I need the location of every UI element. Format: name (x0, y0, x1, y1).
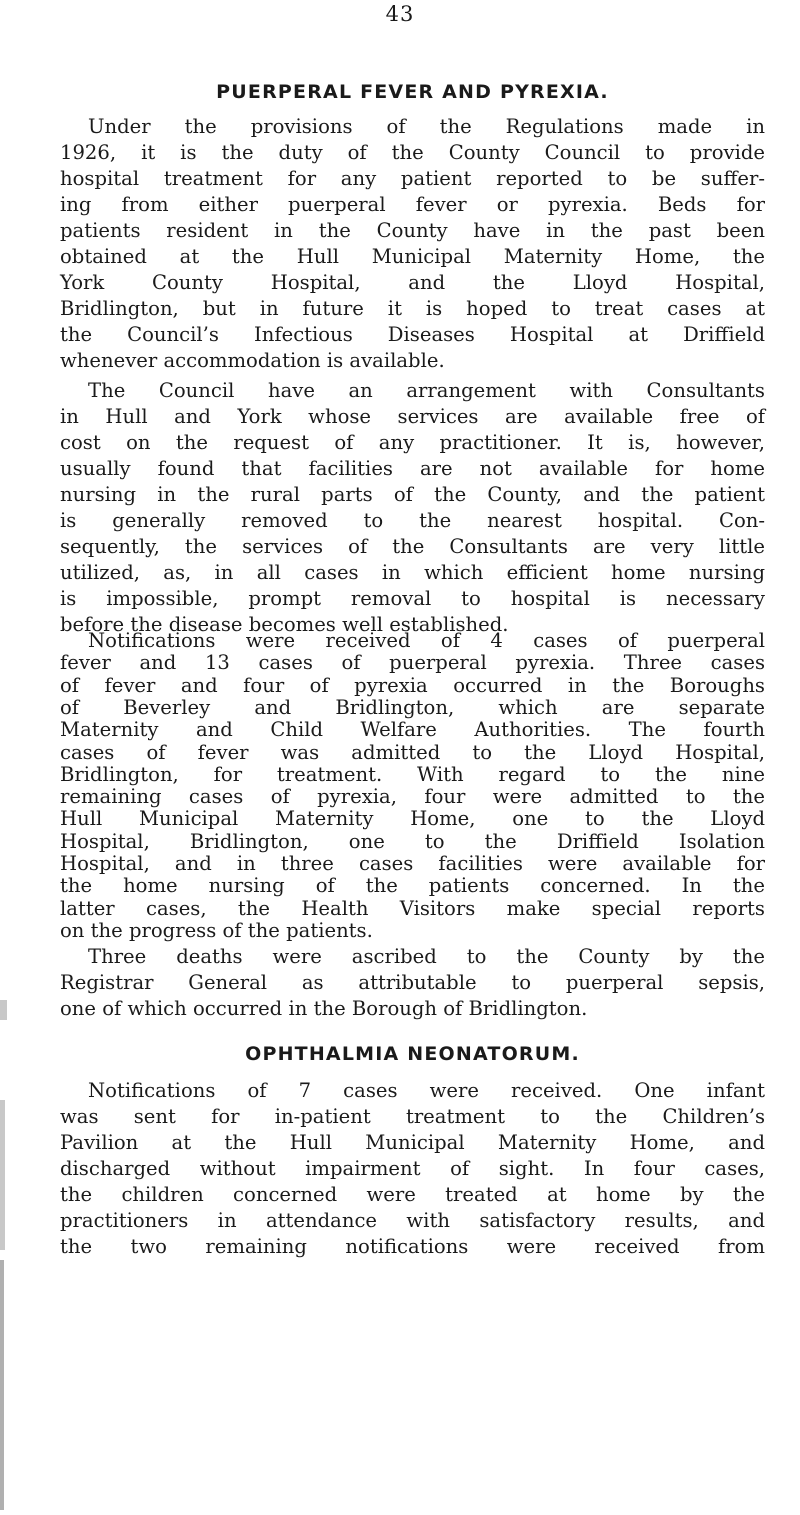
text-line: Three deaths were ascribed to the County by the (88, 945, 765, 968)
text-line: Maternity and Child Welfare Authorities. The fourth (60, 718, 765, 742)
scan-margin-shadow (0, 1260, 4, 1510)
text-line: of fever and four of pyrexia occurred in the Boroughs (60, 673, 765, 697)
text-line: fever and 13 cases of puerperal pyrexia. Three cases (60, 651, 765, 675)
text-line: cases of fever was admitted to the Lloyd Hospital, (60, 740, 765, 764)
text-line: Hospital, and in three cases facilities were available for (60, 852, 765, 875)
text-line: remaining cases of pyrexia, four were admitted to the (60, 785, 765, 809)
text-line: latter cases, the Health Visitors make special reports (60, 896, 765, 920)
section-heading-puerperal-fever: PUERPERAL FEVER AND PYREXIA. (216, 81, 609, 103)
text-line: Notifications were received of 4 cases of puerperal (88, 629, 765, 652)
text-line: practitioners in attendance with satisfactory results, and (60, 1209, 765, 1232)
text-line: obtained at the Hull Municipal Maternity Home, the (60, 245, 765, 268)
text-line: of Beverley and Bridlington, which are separate (60, 695, 765, 719)
text-line: The Council have an arrangement with Consultants (88, 379, 765, 402)
text-line: was sent for in-patient treatment to the Children’s (60, 1105, 765, 1128)
text-line: Hull Municipal Maternity Home, one to the Lloyd (60, 807, 765, 831)
text-line: sequently, the services of the Consultants are very little (60, 535, 765, 558)
text-line: discharged without impairment of sight. In four cases, (60, 1157, 765, 1180)
text-line: on the progress of the patients. (60, 918, 373, 942)
text-line: the Council’s Infectious Diseases Hospital at Driffield (60, 323, 765, 346)
text-line: whenever accommodation is available. (60, 349, 445, 372)
text-line: Notifications of 7 cases were received. One infant (88, 1079, 765, 1102)
text-line: is generally removed to the nearest hospital. Con- (60, 509, 765, 532)
text-line: nursing in the rural parts of the County, and the patient (60, 483, 765, 506)
text-line: before the disease becomes well established. (60, 613, 509, 636)
text-line: one of which occurred in the Borough of Bridlington. (60, 997, 588, 1020)
text-line: hospital treatment for any patient reported to be suffer- (60, 167, 765, 190)
text-line: ing from either puerperal fever or pyrexia. Beds for (60, 193, 765, 216)
text-line: Under the provisions of the Regulations made in (88, 115, 765, 138)
text-line: 1926, it is the duty of the County Council to provide (60, 141, 765, 164)
text-line: the home nursing of the patients concerned. In the (60, 874, 765, 898)
text-line: the two remaining notifications were received from (60, 1235, 765, 1258)
text-line: Bridlington, but in future it is hoped to treat cases at (60, 297, 765, 320)
text-line: the children concerned were treated at home by the (60, 1183, 765, 1206)
text-line: utilized, as, in all cases in which efficient home nursing (60, 561, 765, 584)
section-heading-ophthalmia: OPHTHALMIA NEONATORUM. (245, 1043, 580, 1065)
text-line: Registrar General as attributable to puerperal sepsis, (60, 971, 765, 994)
text-line: patients resident in the County have in the past been (60, 219, 765, 242)
text-line: in Hull and York whose services are available free of (60, 405, 765, 428)
scan-margin-shadow (0, 1100, 5, 1250)
scan-margin-shadow (0, 1000, 7, 1020)
text-line: York County Hospital, and the Lloyd Hospital, (60, 271, 765, 294)
text-line: Bridlington, for treatment. With regard to the nine (60, 762, 765, 786)
text-line: cost on the request of any practitioner. It is, however, (60, 431, 765, 454)
page-number: 43 (385, 2, 415, 26)
text-line: Pavilion at the Hull Municipal Maternity Home, and (60, 1131, 765, 1154)
text-line: is impossible, prompt removal to hospital is necessary (60, 587, 765, 610)
text-line: Hospital, Bridlington, one to the Driffield Isolation (60, 829, 765, 853)
text-line: usually found that facilities are not available for home (60, 457, 765, 480)
